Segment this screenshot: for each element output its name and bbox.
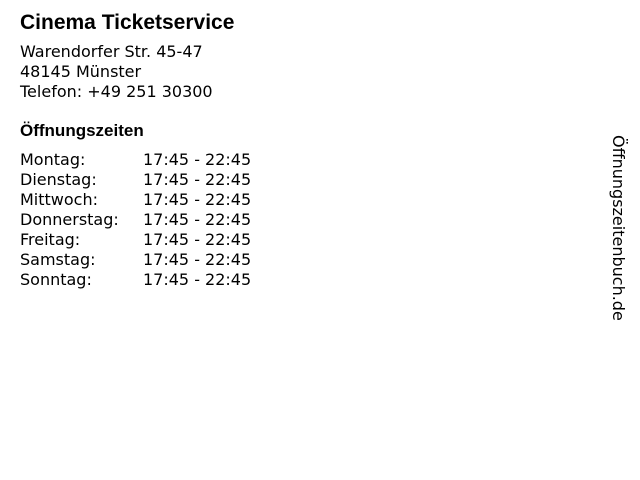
business-address xyxy=(20,42,580,102)
business-name: Cinema Ticketservice xyxy=(20,11,235,34)
day-label: Freitag: xyxy=(20,230,81,249)
time-range: 17:45 - 22:45 xyxy=(143,190,252,209)
day-label: Sonntag: xyxy=(20,270,92,289)
hours-row-saturday xyxy=(20,250,580,270)
hours-row-sunday xyxy=(20,270,580,290)
city-postal-code: 48145 Münster xyxy=(20,62,142,81)
time-range: 17:45 - 22:45 xyxy=(143,210,252,229)
phone-number: Telefon: +49 251 30300 xyxy=(20,82,213,101)
hours-row-wednesday xyxy=(20,190,580,210)
time-range: 17:45 - 22:45 xyxy=(143,250,252,269)
hours-row-tuesday xyxy=(20,170,580,190)
day-label: Donnerstag: xyxy=(20,210,119,229)
day-label: Samstag: xyxy=(20,250,96,269)
time-range: 17:45 - 22:45 xyxy=(143,270,252,289)
opening-hours-table xyxy=(20,150,580,290)
day-label: Montag: xyxy=(20,150,86,169)
hours-row-monday xyxy=(20,150,580,170)
day-label: Mittwoch: xyxy=(20,190,98,209)
business-card xyxy=(20,10,580,290)
street-address: Warendorfer Str. 45-47 xyxy=(20,42,203,61)
site-watermark-label: Öffnungszeitenbuch.de xyxy=(609,135,628,321)
time-range: 17:45 - 22:45 xyxy=(143,150,252,169)
hours-row-friday xyxy=(20,230,580,250)
time-range: 17:45 - 22:45 xyxy=(143,170,252,189)
time-range: 17:45 - 22:45 xyxy=(143,230,252,249)
day-label: Dienstag: xyxy=(20,170,97,189)
opening-hours-heading: Öffnungszeiten xyxy=(20,121,144,140)
hours-row-thursday xyxy=(20,210,580,230)
